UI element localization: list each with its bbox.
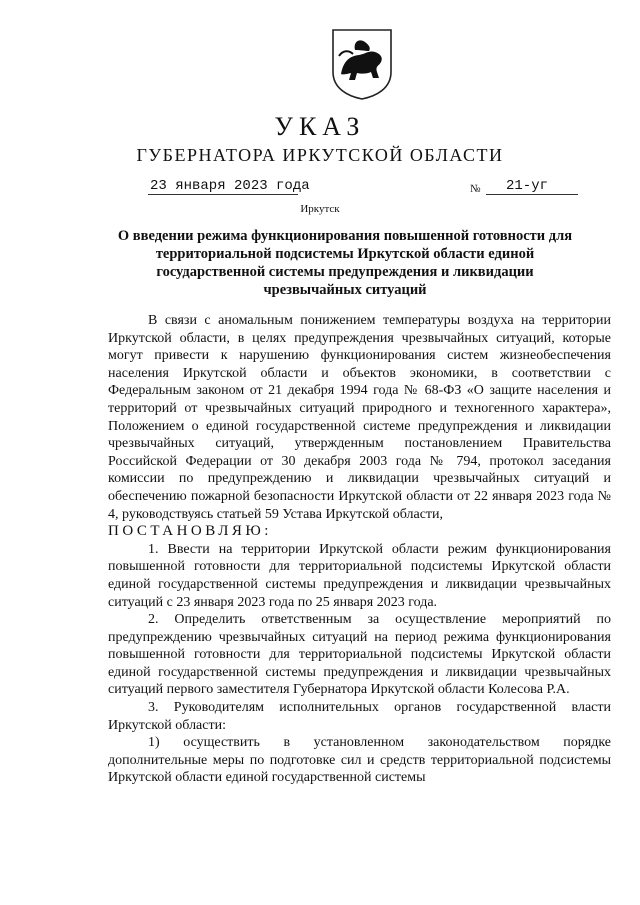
document-date: [150, 178, 310, 194]
irkutsk-coat-of-arms-icon: [331, 28, 393, 100]
document-body: [108, 312, 611, 787]
place-of-issue: Иркутск: [300, 203, 340, 215]
item-3-1-paragraph: 1) осуществить в установленном законодательством порядке дополнительные меры по подготовке сил и средств территориальной подсистемы Иркутской области единой государственной системы: [108, 735, 611, 786]
date-suffix: года: [276, 178, 310, 194]
item-3-paragraph: 3. Руководителям исполнительных органов государственной власти Иркутской области:: [108, 700, 611, 733]
document-number: 21-уг: [506, 178, 549, 194]
intro-paragraph: В связи с аномальным понижением температуры воздуха на территории Иркутской области, в целях предупреждения чрезвычайных ситуаций, которые могут привести к нарушению функционирования систем жизнеобеспечения населения Иркутской области и объектов экономики, в соответствии с Федеральным законом от 21 декабря 1994 года № 68-ФЗ «О защите населения и территорий от чрезвычайных ситуаций природного и техногенного характера», Положением о единой государственной системе предупреждения и ликвидации чрезвычайных ситуаций, утвержденным постановлением Правительства Российской Федерации от 30 декабря 2003 года № 794, протокол заседания комиссии по предупреждению и ликвидации чрезвычайных ситуаций и обеспечению пожарной безопасности Иркутской области от 22 января 2023 года № 4, руководствуясь статьей 59 Устава Иркутской области,: [108, 313, 611, 522]
document-heading: О введении режима функционирования повышенной готовности для территориальной подсистемы Иркутской области единой государственной системы предупреждения и ликвидации чрезвычайных ситуаций: [117, 228, 573, 298]
item-2-paragraph: 2. Определить ответственным за осуществление мероприятий по предупреждению чрезвычайных ситуаций на период режима функционирования повышенной готовности для территориальной подсистемы Иркутской области единой государственной системы предупреждения и ликвидации чрезвычайных ситуаций первого заместителя Губернатора Иркутской области Колесова Р.А.: [108, 612, 611, 698]
date-value: 23 января 2023: [150, 178, 268, 194]
item-1-paragraph: 1. Ввести на территории Иркутской области режим функционирования повышенной готовности для территориальной подсистемы Иркутской области единой государственной системы предупреждения и ликвидации чрезвычайных ситуаций с 23 января 2023 года по 25 января 2023 года.: [108, 541, 611, 610]
postanovlyayu-heading: ПОСТАНОВЛЯЮ:: [108, 523, 272, 540]
document-title: УКАЗ: [274, 112, 366, 141]
number-underline: [486, 194, 578, 195]
document-subtitle: ГУБЕРНАТОРА ИРКУТСКОЙ ОБЛАСТИ: [136, 145, 504, 165]
date-underline: [148, 194, 298, 195]
number-sign: №: [470, 183, 481, 195]
